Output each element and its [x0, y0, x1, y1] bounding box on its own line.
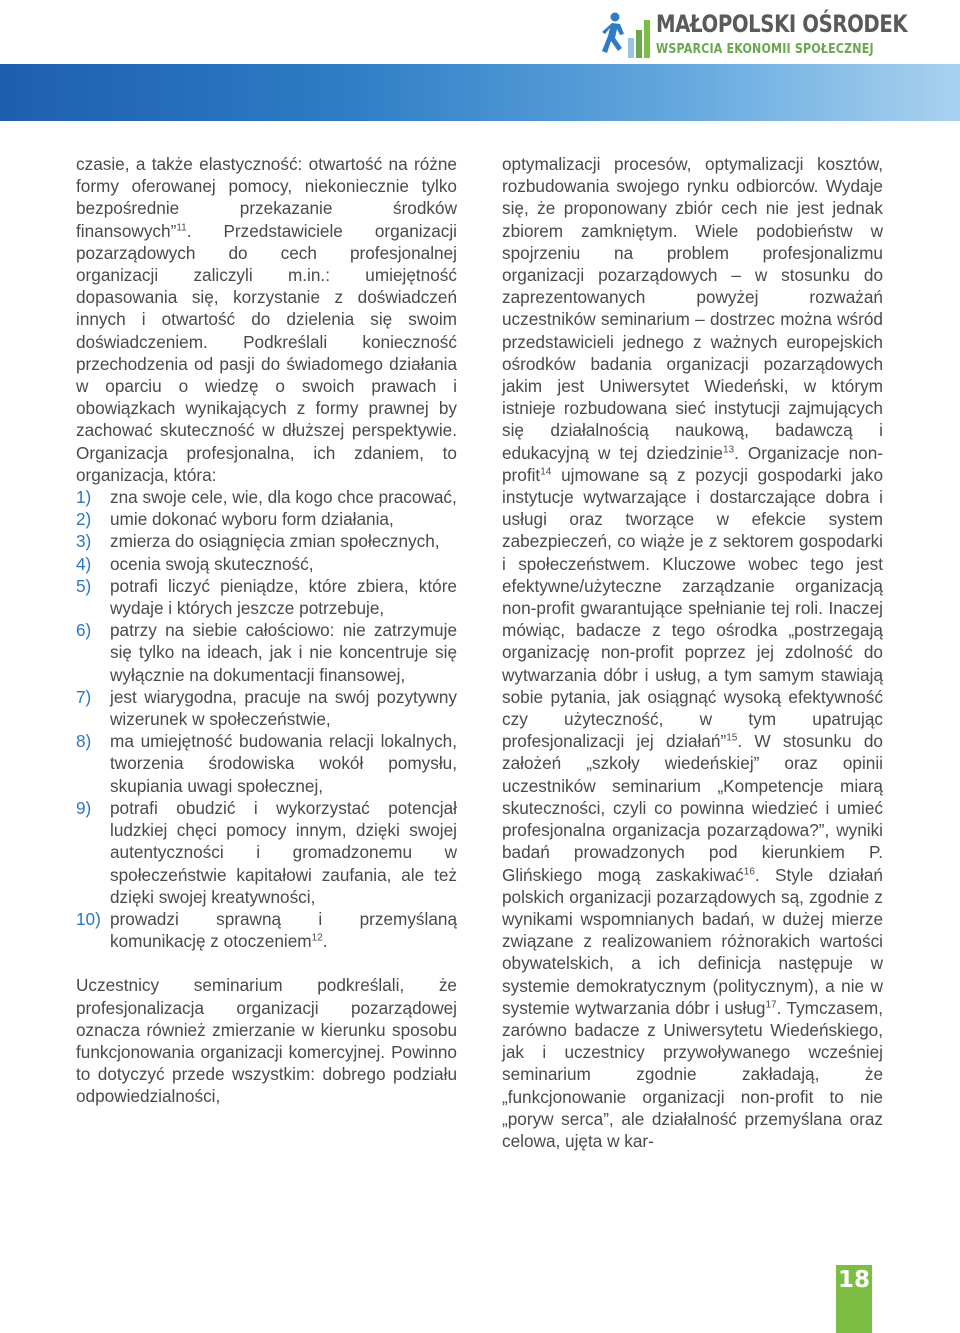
text-run: . W stosunku do założeń „szkoły wiedeńskiej” oraz opinii uczestników seminarium „Kompetencje miarą skuteczności, czyli co powinna wiedzieć i umieć profesjonalna organizacja pozarządowa?”, wyniki badań prowadzonych pod kierunkiem P. Glińskiego mogą zaskakiwać: [502, 731, 883, 885]
left-column: [76, 153, 457, 1108]
list-text: potrafi obudzić i wykorzystać potencjał ludzkiej chęci pomocy innym, dzięki swojej autentyczności i gromadzonemu w społeczeństwie kapitałowi zaufania, ale też dzięki swojej kreatywności,: [110, 797, 457, 907]
list-text: potrafi liczyć pieniądze, które zbiera, które wydaje i których jeszcze potrzebuje,: [110, 575, 457, 619]
footnote-ref-15: 15: [726, 732, 738, 744]
text-run: czasie, a także elastyczność: otwartość na różne formy oferowanej pomocy, niekoniecznie tylko bezpośrednie przekazanie środków finansowych”: [76, 154, 457, 241]
footnote-ref-11: 11: [176, 221, 187, 233]
list-text: prowadzi sprawną i przemyślaną komunikację z otoczeniem: [110, 908, 457, 952]
list-item: [76, 908, 457, 952]
footnote-ref-13: 13: [722, 443, 735, 455]
list-number: 9): [76, 797, 92, 818]
list-number: 5): [76, 575, 92, 596]
list-text: patrzy na siebie całościowo: nie zatrzymuje się tylko na ideach, jak i nie koncentruje się wyłącznie na dokumentacji finansowej,: [110, 620, 457, 685]
list-text: jest wiarygodna, pracuje na swój pozytywny wizerunek w społeczeństwie,: [110, 686, 457, 730]
footnote-ref-16: 16: [743, 865, 755, 877]
footnote-ref-12: 12: [311, 932, 323, 944]
list-item: [76, 686, 457, 730]
list-item: [76, 530, 457, 552]
footnote-ref-14: 14: [540, 466, 552, 478]
header-gradient-band: [0, 64, 960, 121]
list-number: 7): [76, 686, 92, 707]
page-header: [0, 0, 960, 121]
text-run: . Organizacje non-profit: [502, 442, 884, 485]
left-paragraph-1: [76, 153, 457, 486]
text-run: . Przedstawiciele organizacji pozarządowych do cech profesjonalnej organizacji zaliczyli m.in.: umiejętność dopasowania się, korzystanie z doświadczeń innych i otwartość do dzielenia się swoim doświadczeniem. Podkreślali konieczność przechodzenia od pasji do świadomego działania w oparciu o wiedzę o swoich prawach i obowiązkach wynikających z formy prawnej by zachować skuteczność w dłuższej perspektywie. Organizacja profesjonalna, ich zdaniem, to organizacja, która:: [76, 220, 457, 485]
text-run: ujmowane są z pozycji gospodarki jako instytucje wytwarzające i dostarczające dobra i usługi oraz tworzące w efekcie system zabezpieczeń, co wiąże je z sektorem gospodarki i społeczeństwem. Kluczowe wobec tego jest efektywne/użyteczne zarządzanie organizacją non-profit gwarantujące spełnianie tej roli. Inaczej mówiąc, badacze z tego ośrodka „postrzegają organizację non-profit poprzez jej zdolność do wytwarzania dóbr i usług, a tym samym stawiają sobie pytania, jak osiągnąć wysoką efektywność czy użyteczność, w tym upatrując profesjonalizacji jej działań”: [502, 464, 883, 752]
right-paragraph: [502, 153, 883, 1152]
text-run: . Style działań polskich organizacji pozarządowych są, zgodnie z wynikami wspomnianych badań, w dużej mierze związane z realizowaniem różnorakich wartości obywatelskich, a ich definicja następuje w systemie demokratycznym (politycznym), a nie w systemie wytwarzania dóbr i usług: [502, 864, 883, 1018]
list-number: 10): [76, 908, 101, 929]
list-text-tail: .: [322, 931, 328, 952]
list-item: [76, 730, 457, 797]
footnote-ref-17: 17: [765, 998, 777, 1010]
list-number: 3): [76, 531, 92, 552]
logo: [598, 8, 908, 62]
list-item: [76, 508, 457, 530]
list-number: 4): [76, 553, 92, 574]
list-item: [76, 619, 457, 686]
text-run: optymalizacji procesów, optymalizacji kosztów, rozbudowania swojego rynku odbiorców. Wydaje się, że proponowany zbiór cech nie jest jednak zbiorem zamkniętym. Wiele podobieństw w spojrzeniu na problem profesjonalizmu organizacji pozarządowych – w stosunku do zaprezentowanych powyżej rozważań uczestników seminarium – dostrzec można wśród przedstawicieli jednego z ważnych europejskich ośrodków badania organizacji pozarządowych jakim jest Uniwersytet Wiedeński, w którym istnieje rozbudowana sieć instytucji zajmujących się działalnością naukową, badawczą i edukacyjną w tej dziedzinie: [502, 154, 883, 463]
list-text: ma umiejętność budowania relacji lokalnych, tworzenia środowiska wokół pomysłu, skupiania uwagi społecznej,: [110, 731, 457, 796]
running-person-and-bar-chart-icon: [598, 8, 658, 60]
list-item: [76, 797, 457, 908]
list-item: [76, 486, 457, 508]
logo-title: MAŁOPOLSKI OŚRODEK: [656, 10, 908, 38]
list-text: umie dokonać wyboru form działania,: [110, 509, 394, 530]
list-number: 8): [76, 731, 92, 752]
logo-subtitle: WSPARCIA EKONOMII SPOŁECZNEJ: [656, 41, 874, 57]
list-number: 1): [76, 487, 92, 508]
list-item: [76, 575, 457, 619]
page-number: 18: [836, 1265, 872, 1333]
left-paragraph-2: Uczestnicy seminarium podkreślali, że profesjonalizacja organizacji pozarządowej oznacza również zmierzanie w kierunku sposobu funkcjonowania organizacji komercyjnej. Powinno to dotyczyć przede wszystkim: dobrego podziału odpowiedzialności,: [76, 975, 457, 1107]
list-item: [76, 553, 457, 575]
list-text: ocenia swoją skuteczność,: [110, 553, 314, 574]
text-run: . Tymczasem, zarówno badacze z Uniwersytetu Wiedeńskiego, jak i uczestnicy przywoływanego wcześniej seminarium zgodnie zakładają, że „funkcjonowanie organizacji non-profit to nie „poryw serca”, ale działalność przemyślana oraz celowa, ujęta w kar-: [502, 997, 883, 1151]
right-column: [502, 153, 883, 1152]
list-number: 2): [76, 509, 92, 530]
list-number: 6): [76, 620, 92, 641]
characteristics-list: [76, 486, 457, 952]
list-text: zmierza do osiągnięcia zmian społecznych,: [110, 531, 440, 552]
list-text: zna swoje cele, wie, dla kogo chce pracować,: [110, 487, 457, 508]
